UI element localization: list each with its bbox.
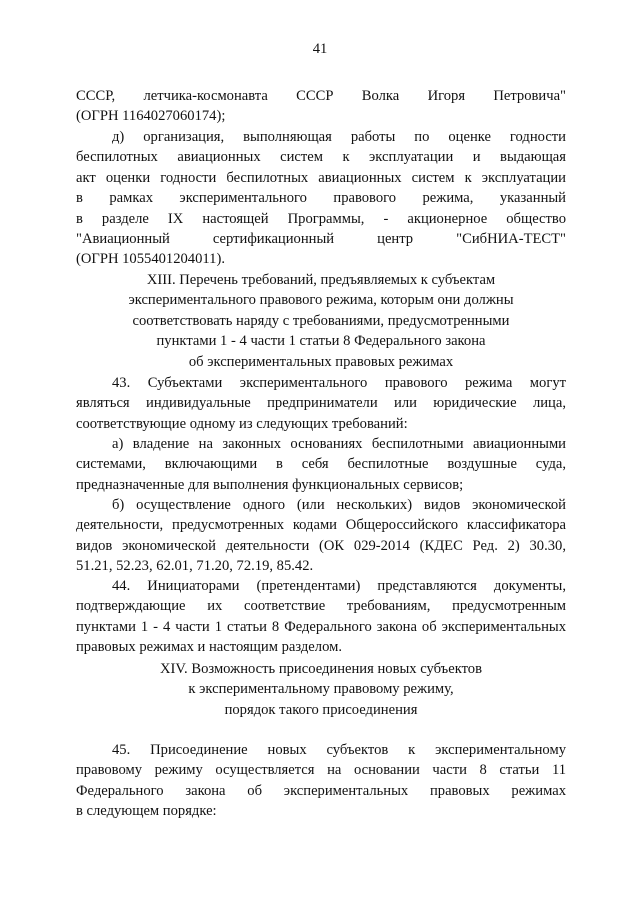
text-line: правовых режимах и настоящим разделом. — [76, 639, 342, 656]
text-line: системами, включающими в себя беспилотные воздушные суда, — [76, 456, 566, 473]
text-line: СССР, летчика-космонавта СССР Волка Игоря Петровича" — [76, 88, 566, 104]
heading-line: XIV. Возможность присоединения новых субъектов — [160, 661, 482, 677]
heading-line: XIII. Перечень требований, предъявляемых к субъектам — [146, 272, 496, 288]
text-line: пунктами 1 - 4 части 1 статьи 8 Федерального закона об экспериментальных — [76, 618, 566, 635]
paragraph-45 — [76, 740, 566, 822]
text-line: соответствующие одному из следующих требований: — [76, 415, 408, 432]
text-line: д) организация, выполняющая работы по оценке годности — [112, 129, 566, 145]
heading-line: к экспериментальному правовому режиму, — [188, 681, 454, 698]
paragraph-44 — [76, 576, 566, 658]
paragraph-item-d — [76, 127, 566, 270]
text-line: правовому режиму осуществляется на основании части 8 статьи 11 — [76, 762, 566, 779]
heading-line: соответствовать наряду с требованиями, предусмотренными — [132, 312, 510, 329]
heading-line: об экспериментальных правовых режимах — [188, 353, 454, 370]
section-heading-xiii — [76, 270, 566, 372]
text-line: "Авиационный сертификационный центр "СибНИА-ТЕСТ" — [76, 230, 566, 247]
text-line: акт оценки годности беспилотных авиационных систем к эксплуатации — [76, 169, 566, 186]
text-line: подтверждающие их соответствие требованиям, предусмотренным — [76, 598, 566, 615]
text-line: (ОГРН 1164027060174); — [76, 108, 226, 125]
text-line: а) владение на законных основаниях беспилотными авиационными — [112, 436, 566, 452]
paragraph-43a — [76, 434, 566, 495]
text-line: деятельности, предусмотренных кодами Общероссийского классификатора — [76, 517, 566, 534]
text-line: б) осуществление одного (или нескольких) видов экономической — [112, 497, 566, 513]
text-line: являться индивидуальные предприниматели или юридические лица, — [76, 395, 566, 412]
text-line: 51.21, 52.23, 62.01, 71.20, 72.19, 85.42. — [76, 558, 314, 575]
text-line: 44. Инициаторами (претендентами) представляются документы, — [112, 578, 566, 594]
section-heading-xiv — [76, 659, 566, 720]
paragraph-43b — [76, 495, 566, 577]
paragraph-43 — [76, 373, 566, 434]
paragraph-continuation — [76, 86, 566, 127]
text-line: 45. Присоединение новых субъектов к экспериментальному — [112, 742, 566, 758]
page-number: 41 — [312, 41, 328, 57]
text-line: в следующем порядке: — [76, 803, 217, 820]
text-line: предназначенные для выполнения функциональных сервисов; — [76, 476, 464, 493]
heading-line: пунктами 1 - 4 части 1 статьи 8 Федерального закона — [156, 333, 486, 350]
text-line: 43. Субъектами экспериментального правового режима могут — [112, 375, 566, 391]
text-line: в разделе IX настоящей Программы, - акционерное общество — [76, 210, 566, 227]
text-line: видов экономической деятельности (ОК 029-2014 (КДЕС Ред. 2) 30.30, — [76, 537, 566, 554]
heading-line: порядок такого присоединения — [224, 701, 418, 718]
text-line: в рамках экспериментального правового режима, указанный — [76, 190, 566, 207]
text-line: (ОГРН 1055401204011). — [76, 251, 225, 268]
text-line: Федерального закона об экспериментальных правовых режимах — [76, 782, 566, 799]
text-line: беспилотных авиационных систем к эксплуатации и выдающая — [76, 149, 566, 166]
heading-line: экспериментального правового режима, которым они должны — [128, 292, 514, 309]
